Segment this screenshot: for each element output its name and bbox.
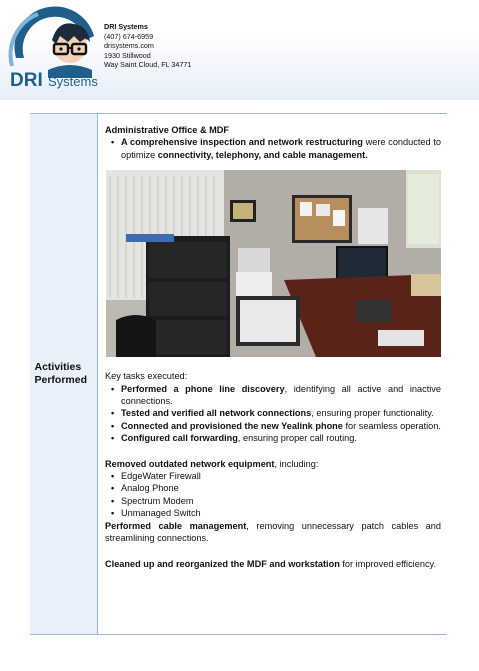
dri-systems-logo (8, 6, 100, 92)
location-title: Administrative Office & MDF (105, 125, 230, 135)
removed-item: • Spectrum Modem (105, 495, 441, 507)
removed-item: • Unmanaged Switch (105, 507, 441, 519)
company-info (104, 22, 191, 70)
task-item: • Performed a phone line discovery, identifying all active and inactive connections. (105, 383, 441, 408)
removed-items-list (105, 470, 441, 520)
activities-table (30, 113, 447, 635)
removed-equipment-heading: Removed outdated network equipment, including: (105, 458, 319, 469)
intro-list (105, 136, 441, 161)
activities-content (98, 114, 447, 634)
task-item: • Connected and provisioned the new Yealink phone for seamless operation. (105, 420, 441, 432)
company-website: drisystems.com (104, 41, 154, 51)
company-phone: (407) 674-6959 (104, 31, 154, 41)
company-address-line1: 1930 Stillwood (104, 50, 151, 60)
cable-management-paragraph: Performed cable management, removing unnecessary patch cables and streamlining connections. (105, 520, 441, 544)
intro-bullet: • A comprehensive inspection and network restructuring were conducted to optimize connectivity, telephony, and cable management. (105, 136, 441, 161)
logo-dri-text: DRI (10, 70, 43, 91)
removed-item: • Analog Phone (105, 482, 441, 494)
logo-systems-text: Systems (48, 74, 98, 89)
removed-item: • EdgeWater Firewall (105, 470, 441, 482)
row-label: Activities Performed (34, 361, 88, 386)
task-item: • Tested and verified all network connections, ensuring proper functionality. (105, 407, 441, 419)
cleanup-paragraph: Cleaned up and reorganized the MDF and workstation for improved efficiency. (105, 558, 436, 569)
company-address-line2: Way Saint Cloud, FL 34771 (104, 60, 192, 70)
page-header (0, 0, 479, 100)
company-name: DRI Systems (104, 22, 148, 31)
key-tasks-label: Key tasks executed: (105, 371, 188, 382)
row-label-cell (30, 114, 98, 634)
tasks-list (105, 383, 441, 445)
office-photo (106, 170, 441, 357)
task-item: • Configured call forwarding, ensuring proper call routing. (105, 432, 441, 444)
